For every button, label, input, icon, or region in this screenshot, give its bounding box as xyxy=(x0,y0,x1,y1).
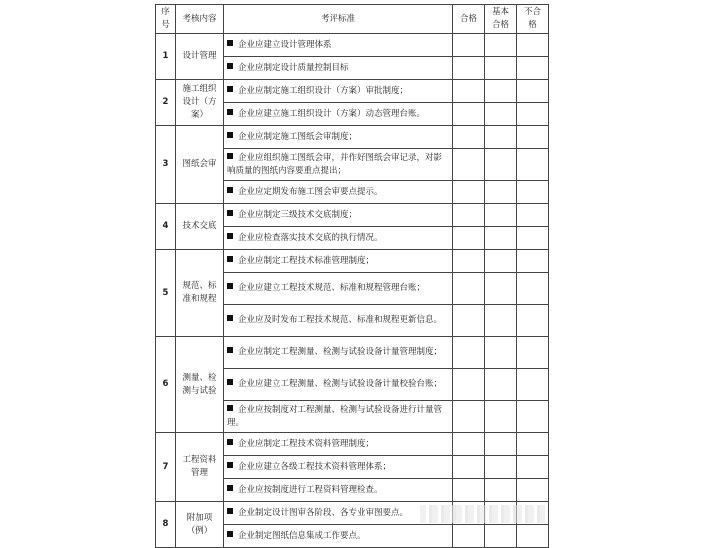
criterion-cell xyxy=(224,337,453,369)
fail-cell[interactable] xyxy=(517,250,549,273)
table-row xyxy=(156,433,549,456)
fail-cell[interactable] xyxy=(517,305,549,337)
item-number: 2 xyxy=(156,80,176,126)
basic-pass-cell[interactable] xyxy=(485,149,517,181)
basic-pass-cell[interactable] xyxy=(485,34,517,57)
basic-pass-cell[interactable] xyxy=(485,57,517,80)
header-pass: 合格 xyxy=(453,5,485,34)
fail-cell[interactable] xyxy=(517,337,549,369)
pass-cell[interactable] xyxy=(453,34,485,57)
item-number: 6 xyxy=(156,337,176,433)
criterion-text: 企业应定期发布施工图会审要点提示。 xyxy=(238,186,383,197)
pass-cell[interactable] xyxy=(453,250,485,273)
criterion-cell xyxy=(224,479,453,502)
basic-pass-cell[interactable] xyxy=(485,250,517,273)
fail-cell[interactable] xyxy=(517,103,549,126)
bullet-square-icon xyxy=(227,109,233,115)
fail-cell[interactable] xyxy=(517,433,549,456)
pass-cell[interactable] xyxy=(453,479,485,502)
criterion-cell xyxy=(224,103,453,126)
bullet-square-icon xyxy=(227,187,233,193)
header-content: 考核内容 xyxy=(176,5,224,34)
pass-cell[interactable] xyxy=(453,227,485,250)
header-fail: 不合格 xyxy=(517,5,549,34)
pass-cell[interactable] xyxy=(453,369,485,401)
criterion-text: 企业应及时发布工程技术规范、标准和规程更新信息。 xyxy=(238,315,443,325)
fail-cell[interactable] xyxy=(517,34,549,57)
item-number: 7 xyxy=(156,433,176,502)
fail-cell[interactable] xyxy=(517,149,549,181)
scan-artifact xyxy=(420,505,545,523)
criterion-text: 企业应制定设计质量控制目标 xyxy=(238,62,349,73)
fail-cell[interactable] xyxy=(517,525,549,548)
criterion-text: 企业应检查落实技术交底的执行情况。 xyxy=(238,232,383,243)
criterion-text: 企业应建立工程技术规范、标准和规程管理台账； xyxy=(238,283,426,293)
bullet-square-icon xyxy=(227,233,233,239)
basic-pass-cell[interactable] xyxy=(485,126,517,149)
criterion-cell xyxy=(224,433,453,456)
criterion-text: 企业应制定施工组织设计（方案）审批制度； xyxy=(238,85,409,96)
pass-cell[interactable] xyxy=(453,103,485,126)
criterion-text: 企业应制定三级技术交底制度； xyxy=(238,209,358,220)
criterion-text: 企业制定图纸信息集成工作要点。 xyxy=(238,530,366,541)
table-row xyxy=(156,250,549,273)
criterion-cell xyxy=(224,525,453,548)
basic-pass-cell[interactable] xyxy=(485,456,517,479)
pass-cell[interactable] xyxy=(453,525,485,548)
bullet-square-icon xyxy=(227,508,233,514)
bullet-square-icon xyxy=(227,485,233,491)
fail-cell[interactable] xyxy=(517,126,549,149)
bullet-square-icon xyxy=(227,40,233,46)
pass-cell[interactable] xyxy=(453,305,485,337)
pass-cell[interactable] xyxy=(453,149,485,181)
criterion-cell xyxy=(224,502,453,525)
fail-cell[interactable] xyxy=(517,456,549,479)
table-row xyxy=(156,204,549,227)
criterion-cell xyxy=(224,273,453,305)
table-body xyxy=(156,34,549,548)
bullet-square-icon xyxy=(227,256,233,262)
basic-pass-cell[interactable] xyxy=(485,273,517,305)
basic-pass-cell[interactable] xyxy=(485,401,517,433)
criterion-text: 企业应制定工程测量、检测与试验设备计量管理制度； xyxy=(238,347,443,357)
criterion-cell xyxy=(224,401,453,433)
fail-cell[interactable] xyxy=(517,227,549,250)
table-row xyxy=(156,80,549,103)
basic-pass-cell[interactable] xyxy=(485,479,517,502)
item-number: 5 xyxy=(156,250,176,337)
header-standard: 考评标准 xyxy=(224,5,453,34)
criterion-cell xyxy=(224,126,453,149)
criterion-text: 企业应组织施工图纸会审，并作好图纸会审记录，对影响质量的图纸内容要重点提出； xyxy=(227,152,443,176)
basic-pass-cell[interactable] xyxy=(485,369,517,401)
criterion-text: 企业应制定工程技术资料管理制度； xyxy=(238,438,375,449)
criterion-cell xyxy=(224,305,453,337)
pass-cell[interactable] xyxy=(453,204,485,227)
bullet-square-icon xyxy=(227,347,233,353)
assessment-content: 工程资料管理 xyxy=(176,433,224,502)
fail-cell[interactable] xyxy=(517,80,549,103)
assessment-content: 测量、检测与试验 xyxy=(176,337,224,433)
bullet-square-icon xyxy=(227,132,233,138)
bullet-square-icon xyxy=(227,210,233,216)
criterion-text: 企业应建立施工组织设计（方案）动态管理台账。 xyxy=(238,108,426,119)
criterion-text: 企业应建立工程测量、检测与试验设备计量校验台账； xyxy=(238,379,443,389)
pass-cell[interactable] xyxy=(453,337,485,369)
evaluation-table xyxy=(155,4,549,548)
bullet-square-icon xyxy=(227,439,233,445)
fail-cell[interactable] xyxy=(517,181,549,204)
basic-pass-cell[interactable] xyxy=(485,525,517,548)
bullet-square-icon xyxy=(227,283,233,289)
pass-cell[interactable] xyxy=(453,181,485,204)
bullet-square-icon xyxy=(227,153,233,159)
item-number: 3 xyxy=(156,126,176,204)
header-row xyxy=(156,5,549,34)
basic-pass-cell[interactable] xyxy=(485,227,517,250)
assessment-content: 附加项（例） xyxy=(176,502,224,548)
criterion-text: 企业应建立各级工程技术资料管理体系； xyxy=(238,461,392,472)
bullet-square-icon xyxy=(227,315,233,321)
criterion-cell xyxy=(224,34,453,57)
fail-cell[interactable] xyxy=(517,204,549,227)
basic-pass-cell[interactable] xyxy=(485,337,517,369)
pass-cell[interactable] xyxy=(453,456,485,479)
bullet-square-icon xyxy=(227,462,233,468)
criterion-cell xyxy=(224,80,453,103)
item-number: 4 xyxy=(156,204,176,250)
basic-pass-cell[interactable] xyxy=(485,103,517,126)
assessment-content: 施工组织设计（方案） xyxy=(176,80,224,126)
basic-pass-cell[interactable] xyxy=(485,204,517,227)
criterion-text: 企业制定设计图审各阶段、各专业审图要点。 xyxy=(238,507,409,518)
fail-cell[interactable] xyxy=(517,401,549,433)
fail-cell[interactable] xyxy=(517,479,549,502)
criterion-cell xyxy=(224,227,453,250)
criterion-cell xyxy=(224,456,453,479)
item-number: 1 xyxy=(156,34,176,80)
assessment-content: 设计管理 xyxy=(176,34,224,80)
bullet-square-icon xyxy=(227,86,233,92)
bullet-square-icon xyxy=(227,531,233,537)
header-basic-pass: 基本合格 xyxy=(485,5,517,34)
pass-cell[interactable] xyxy=(453,126,485,149)
criterion-text: 企业应按制度对工程测量、检测与试验设备进行计量管理。 xyxy=(227,404,443,428)
fail-cell[interactable] xyxy=(517,57,549,80)
assessment-content: 规范、标准和规程 xyxy=(176,250,224,337)
basic-pass-cell[interactable] xyxy=(485,305,517,337)
criterion-cell xyxy=(224,250,453,273)
pass-cell[interactable] xyxy=(453,57,485,80)
pass-cell[interactable] xyxy=(453,433,485,456)
fail-cell[interactable] xyxy=(517,369,549,401)
pass-cell[interactable] xyxy=(453,273,485,305)
fail-cell[interactable] xyxy=(517,273,549,305)
bullet-square-icon xyxy=(227,63,233,69)
criterion-text: 企业应制定施工图纸会审制度； xyxy=(238,131,358,142)
criterion-cell xyxy=(224,57,453,80)
table-row xyxy=(156,337,549,369)
criterion-cell xyxy=(224,204,453,227)
criterion-cell xyxy=(224,369,453,401)
criterion-cell xyxy=(224,181,453,204)
assessment-content: 技术交底 xyxy=(176,204,224,250)
table-row xyxy=(156,34,549,57)
bullet-square-icon xyxy=(227,405,233,411)
table-row xyxy=(156,126,549,149)
item-number: 8 xyxy=(156,502,176,548)
pass-cell[interactable] xyxy=(453,80,485,103)
basic-pass-cell[interactable] xyxy=(485,433,517,456)
criterion-text: 企业应制定工程技术标准管理制度； xyxy=(238,255,375,266)
basic-pass-cell[interactable] xyxy=(485,80,517,103)
criterion-text: 企业应建立设计管理体系 xyxy=(238,39,332,50)
assessment-content: 图纸会审 xyxy=(176,126,224,204)
criterion-cell xyxy=(224,149,453,181)
header-seq: 序号 xyxy=(156,5,176,34)
basic-pass-cell[interactable] xyxy=(485,181,517,204)
criterion-text: 企业应按制度进行工程资料管理检查。 xyxy=(238,484,383,495)
bullet-square-icon xyxy=(227,379,233,385)
pass-cell[interactable] xyxy=(453,401,485,433)
